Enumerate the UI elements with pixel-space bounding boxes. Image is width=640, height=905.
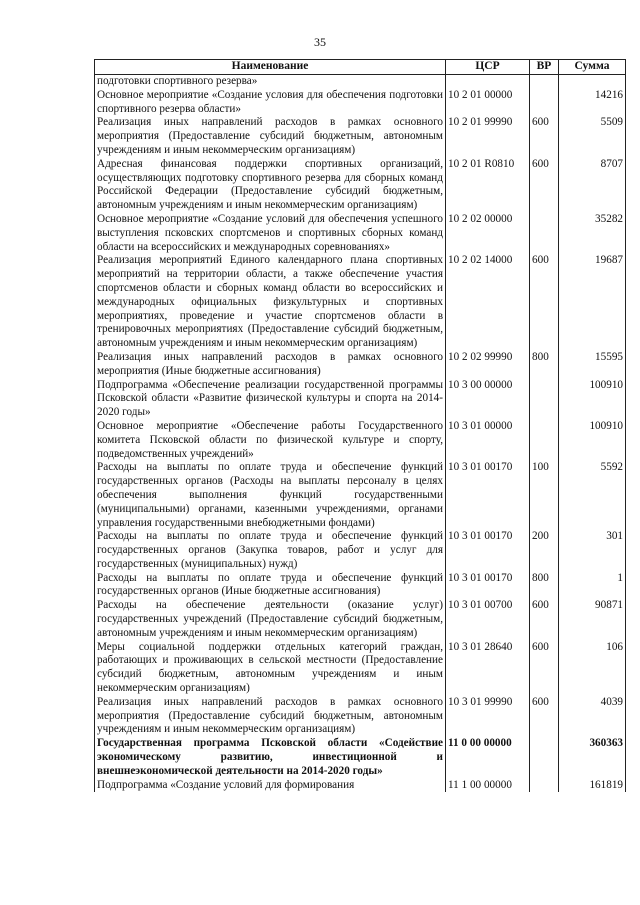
name-cell: Расходы на выплаты по оплате труда и обеспечение функций государственных органов (Закупка товаров, работ и услуг для государственных (муниципальных) нужд): [95, 530, 446, 571]
vr-cell: [530, 75, 559, 89]
vr-cell: [530, 737, 559, 778]
csr-cell: 10 3 01 00170: [446, 572, 530, 600]
sum-cell: 19687: [559, 254, 626, 351]
csr-cell: [446, 75, 530, 89]
table-row: [95, 379, 626, 420]
name-cell: Основное мероприятие «Создание условия для обеспечения подготовки спортивного резерва области»: [95, 89, 446, 117]
name-cell: Основное мероприятие «Создание условий для обеспечения успешного выступления псковских спортсменов и спортивных сборных команд области на всероссийских и международных соревнованиях»: [95, 213, 446, 254]
name-cell: Реализация мероприятий Единого календарного плана спортивных мероприятий на территории области, а также обеспечение участия спортсменов области и сборных команд области во всероссийских и международных официальных физкультурных и спортивных мероприятиях, проведение и участие спортсменов области в тренировочных мероприятиях (Предоставление субсидий бюджетным, автономным учреждениям и иным некоммерческим организациям): [95, 254, 446, 351]
table-row: [95, 530, 626, 571]
csr-cell: 10 3 01 00170: [446, 530, 530, 571]
csr-cell: 10 3 01 99990: [446, 696, 530, 737]
vr-cell: 600: [530, 696, 559, 737]
header-name: Наименование: [95, 60, 446, 75]
header-csr: ЦСР: [446, 60, 530, 75]
vr-cell: 600: [530, 116, 559, 157]
name-cell: Расходы на обеспечение деятельности (оказание услуг) государственных учреждений (Предоставление субсидий бюджетным, автономным учреждениям и иным некоммерческим организациям): [95, 599, 446, 640]
vr-cell: 200: [530, 530, 559, 571]
name-cell: Основное мероприятие «Обеспечение работы Государственного комитета Псковской области по физической культуре и спорту, подведомственных учреждений»: [95, 420, 446, 461]
table-row: [95, 89, 626, 117]
vr-cell: 600: [530, 158, 559, 213]
csr-cell: 10 2 01 R0810: [446, 158, 530, 213]
table-row: [95, 461, 626, 530]
table-body: [95, 75, 626, 793]
table-row: [95, 351, 626, 379]
csr-cell: 10 2 02 14000: [446, 254, 530, 351]
name-cell: Подпрограмма «Создание условий для формирования: [95, 779, 446, 793]
name-cell: Реализация иных направлений расходов в рамках основного мероприятия (Иные бюджетные ассигнования): [95, 351, 446, 379]
vr-cell: [530, 213, 559, 254]
header-vr: ВР: [530, 60, 559, 75]
table-row: [95, 737, 626, 778]
vr-cell: 600: [530, 599, 559, 640]
vr-cell: 100: [530, 461, 559, 530]
table-row: [95, 213, 626, 254]
vr-cell: [530, 379, 559, 420]
csr-cell: 10 3 01 00700: [446, 599, 530, 640]
name-cell: Адресная финансовая поддержки спортивных организаций, осуществляющих подготовку спортивного резерва для сборных команд Российской Федерации (Предоставление субсидий бюджетным, автономным учреждениям и иным некоммерческим организациям): [95, 158, 446, 213]
table-row: [95, 599, 626, 640]
budget-table: [94, 59, 626, 792]
table-row: [95, 420, 626, 461]
vr-cell: 800: [530, 351, 559, 379]
csr-cell: 10 3 01 00170: [446, 461, 530, 530]
sum-cell: 360363: [559, 737, 626, 778]
csr-cell: 10 3 00 00000: [446, 379, 530, 420]
name-cell: Расходы на выплаты по оплате труда и обеспечение функций государственных органов (Расходы на выплаты персоналу в целях обеспечения выполнения функций государственными (муниципальными) органами, казенными учреждениями, органами управления государственными внебюджетными фондами): [95, 461, 446, 530]
sum-cell: [559, 75, 626, 89]
sum-cell: 301: [559, 530, 626, 571]
csr-cell: 10 2 01 00000: [446, 89, 530, 117]
sum-cell: 1: [559, 572, 626, 600]
sum-cell: 161819: [559, 779, 626, 793]
csr-cell: 10 2 01 99990: [446, 116, 530, 157]
sum-cell: 100910: [559, 420, 626, 461]
vr-cell: [530, 420, 559, 461]
name-cell: Реализация иных направлений расходов в рамках основного мероприятия (Предоставление субсидий бюджетным, автономным учреждениям и иным некоммерческим организациям): [95, 116, 446, 157]
name-cell: Меры социальной поддержки отдельных категорий граждан, работающих и проживающих в сельской местности (Предоставление субсидий бюджетным, автономным учреждениям и иным некоммерческим организациям): [95, 641, 446, 696]
name-cell: Подпрограмма «Обеспечение реализации государственной программы Псковской области «Развитие физической культуры и спорта на 2014-2020 годы»: [95, 379, 446, 420]
sum-cell: 14216: [559, 89, 626, 117]
sum-cell: 4039: [559, 696, 626, 737]
sum-cell: 8707: [559, 158, 626, 213]
sum-cell: 100910: [559, 379, 626, 420]
vr-cell: 800: [530, 572, 559, 600]
table-row: [95, 779, 626, 793]
sum-cell: 15595: [559, 351, 626, 379]
sum-cell: 5592: [559, 461, 626, 530]
vr-cell: [530, 89, 559, 117]
table-row: [95, 75, 626, 89]
table-header-row: [95, 60, 626, 75]
vr-cell: [530, 779, 559, 793]
csr-cell: 10 2 02 00000: [446, 213, 530, 254]
csr-cell: 10 2 02 99990: [446, 351, 530, 379]
vr-cell: 600: [530, 254, 559, 351]
vr-cell: 600: [530, 641, 559, 696]
header-sum: Сумма: [559, 60, 626, 75]
name-cell: Государственная программа Псковской области «Содействие экономическому развитию, инвестиционной и внешнеэкономической деятельности на 2014-2020 годы»: [95, 737, 446, 778]
name-cell: Реализация иных направлений расходов в рамках основного мероприятия (Предоставление субсидий бюджетным, автономным учреждениям и иным некоммерческим организациям): [95, 696, 446, 737]
table-row: [95, 116, 626, 157]
sum-cell: 90871: [559, 599, 626, 640]
sum-cell: 35282: [559, 213, 626, 254]
sum-cell: 5509: [559, 116, 626, 157]
table-row: [95, 641, 626, 696]
table-row: [95, 572, 626, 600]
csr-cell: 10 3 01 28640: [446, 641, 530, 696]
name-cell: Расходы на выплаты по оплате труда и обеспечение функций государственных органов (Иные бюджетные ассигнования): [95, 572, 446, 600]
csr-cell: 10 3 01 00000: [446, 420, 530, 461]
table-row: [95, 158, 626, 213]
sum-cell: 106: [559, 641, 626, 696]
table-row: [95, 254, 626, 351]
csr-cell: 11 1 00 00000: [446, 779, 530, 793]
csr-cell: 11 0 00 00000: [446, 737, 530, 778]
table-row: [95, 696, 626, 737]
page-number: 35: [314, 35, 326, 49]
name-cell: подготовки спортивного резерва»: [95, 75, 446, 89]
